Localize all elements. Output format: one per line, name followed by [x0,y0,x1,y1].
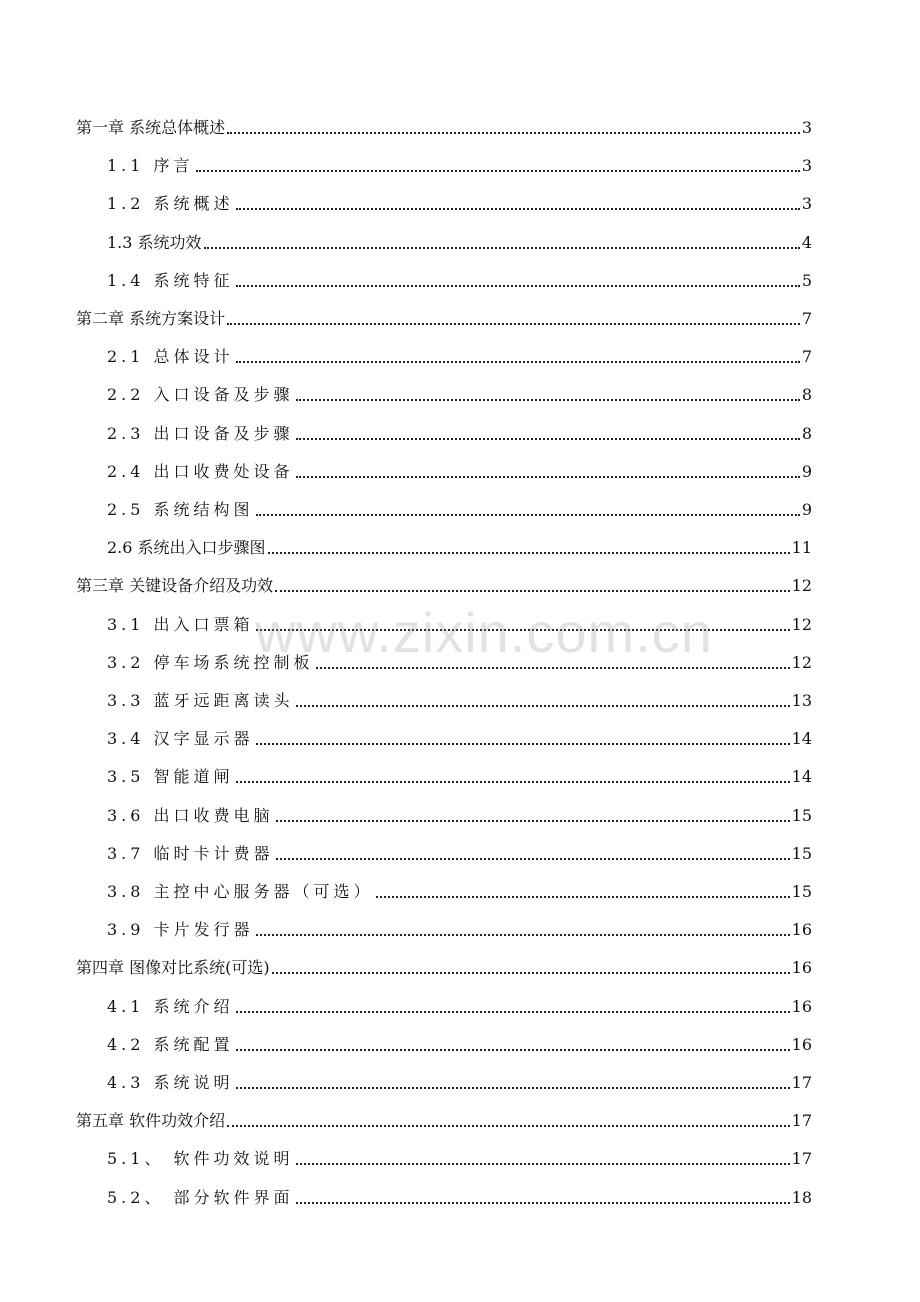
toc-page-number: 16 [791,1034,812,1054]
toc-section-entry[interactable] [0,647,920,673]
toc-entry-label: 3.3 蓝牙远距离读头 [107,691,294,710]
dot-leader [236,1049,790,1051]
toc-page-number: 3 [801,194,812,214]
toc-page-number: 16 [791,920,812,940]
toc-section-entry[interactable] [0,1182,920,1208]
toc-page-number: 8 [801,423,812,443]
toc-section-entry[interactable] [0,838,920,864]
toc-page-number: 16 [791,958,812,978]
toc-page-number: 14 [791,729,812,749]
toc-section-entry[interactable] [0,418,920,444]
toc-section-entry[interactable] [0,227,920,253]
dot-leader [296,1163,790,1165]
toc-entry-label: 3.5 智能道闸 [107,767,234,787]
toc-section-entry[interactable] [0,494,920,520]
dot-leader [316,667,790,669]
toc-entry-label: 3.9 卡片发行器 [107,920,254,940]
toc-section-entry[interactable] [0,456,920,482]
toc-entry-label: 2.3 出口设备及步骤 [107,423,294,443]
dot-leader [275,590,790,592]
toc-entry-label: 1.3 系统功效 [107,232,202,252]
toc-entry-label: 3.2 停车场系统控制板 [107,652,314,672]
toc-entry-label: 第五章 软件功效介绍 [76,1111,226,1131]
toc-page-number: 17 [791,1073,812,1092]
dot-leader [236,1087,790,1089]
toc-page-number: 9 [801,500,812,519]
toc-page-number: 17 [791,1149,812,1169]
toc-section-entry[interactable] [0,876,920,902]
toc-chapter-entry[interactable] [0,112,920,138]
toc-entry-label: 3.8 主控中心服务器（可选） [107,882,374,901]
dot-leader [236,285,800,287]
toc-entry-label: 1.2 系统概述 [107,194,234,214]
toc-page-number: 12 [791,576,812,596]
toc-page-number: 15 [791,843,812,863]
toc-entry-label: 5.2、 部分软件界面 [107,1187,294,1207]
toc-entry-label: 第二章 系统方案设计 [76,309,226,328]
toc-page-number: 14 [791,767,812,787]
dot-leader [236,361,800,363]
toc-page-number: 3 [801,118,812,137]
toc-section-entry[interactable] [0,761,920,787]
dot-leader [296,399,800,401]
dot-leader [204,247,800,249]
toc-chapter-entry[interactable] [0,952,920,978]
toc-chapter-entry[interactable] [0,1105,920,1131]
dot-leader [227,1125,790,1127]
toc-section-entry[interactable] [0,723,920,749]
toc-page-number: 16 [791,996,812,1016]
dot-leader [227,323,800,325]
dot-leader [256,629,790,631]
dot-leader [276,858,790,860]
toc-page-number: 7 [801,347,812,367]
toc-section-entry[interactable] [0,685,920,711]
toc-page-number: 15 [791,882,812,901]
toc-page-number: 12 [791,652,812,672]
toc-entry-label: 2.2 入口设备及步骤 [107,385,294,405]
dot-leader [227,132,800,134]
toc-entry-label: 第四章 图像对比系统(可选) [76,958,270,978]
toc-section-entry[interactable] [0,914,920,940]
dot-leader [296,1202,790,1204]
toc-page-number: 13 [791,691,812,710]
toc-entry-label: 1.1 序言 [107,156,194,176]
dot-leader [268,552,790,554]
toc-section-entry[interactable] [0,991,920,1017]
toc-section-entry[interactable] [0,1029,920,1055]
toc-page-number: 11 [791,538,812,558]
toc-section-entry[interactable] [0,609,920,635]
toc-entry-label: 2.6 系统出入口步骤图 [107,538,266,558]
dot-leader [236,208,800,210]
dot-leader [296,476,800,478]
toc-page-number: 8 [801,385,812,405]
dot-leader [236,1011,790,1013]
toc-page-number: 12 [791,614,812,634]
toc-section-entry[interactable] [0,150,920,176]
dot-leader [296,705,790,707]
dot-leader [236,781,790,783]
dot-leader [196,170,800,172]
toc-entry-label: 3.1 出入口票箱 [107,614,254,634]
toc-page-number: 4 [801,232,812,252]
toc-chapter-entry[interactable] [0,570,920,596]
toc-section-entry[interactable] [0,1067,920,1093]
toc-page-number: 7 [801,309,812,328]
toc-page-number: 18 [791,1187,812,1207]
toc-entry-label: 第一章 系统总体概述 [76,118,226,137]
toc-entry-label: 4.3 系统说明 [107,1073,234,1092]
toc-section-entry[interactable] [0,1143,920,1169]
toc-entry-label: 3.6 出口收费电脑 [107,805,274,825]
toc-entry-label: 2.5 系统结构图 [107,500,254,519]
toc-section-entry[interactable] [0,188,920,214]
toc-entry-label: 5.1、 软件功效说明 [107,1149,294,1169]
toc-entry-label: 第三章 关键设备介绍及功效 [76,576,274,596]
toc-entry-label: 3.7 临时卡计费器 [107,843,274,863]
dot-leader [256,934,790,936]
toc-section-entry[interactable] [0,379,920,405]
toc-section-entry[interactable] [0,532,920,558]
toc-section-entry[interactable] [0,800,920,826]
toc-page-number: 17 [791,1111,812,1131]
toc-page-number: 15 [791,805,812,825]
toc-page-number: 5 [801,270,812,290]
toc-chapter-entry[interactable] [0,303,920,329]
toc-entry-label: 4.1 系统介绍 [107,996,234,1016]
watermark: www.zixin.com.cn [255,601,713,664]
toc-entry-label: 3.4 汉字显示器 [107,729,254,749]
toc-entry-label: 2.1 总体设计 [107,347,234,367]
toc-entry-label: 2.4 出口收费处设备 [107,461,294,481]
dot-leader [296,438,800,440]
dot-leader [256,743,790,745]
dot-leader [376,896,790,898]
dot-leader [272,972,790,974]
toc-section-entry[interactable] [0,265,920,291]
dot-leader [256,514,800,516]
dot-leader [276,820,790,822]
toc-page-number: 9 [801,461,812,481]
toc-entry-label: 1.4 系统特征 [107,270,234,290]
toc-entry-label: 4.2 系统配置 [107,1034,234,1054]
toc-page-number: 3 [801,156,812,176]
toc-section-entry[interactable] [0,341,920,367]
